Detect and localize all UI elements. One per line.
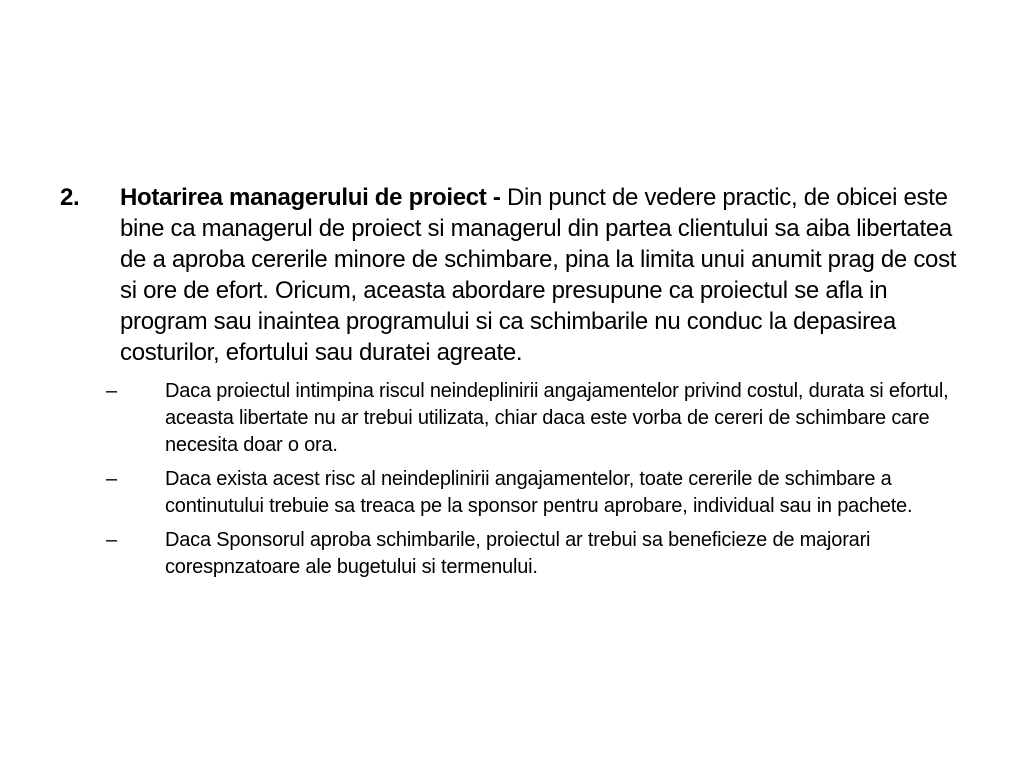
sub-item-text: Daca proiectul intimpina riscul neindeplinirii angajamentelor privind costul, durata si efortul, aceasta libertate nu ar trebui utilizata, chiar daca este vorba de cereri de schimbare care necesita doar o ora. [165,380,949,456]
item-heading: Hotarirea managerului de proiect - [120,184,501,211]
sub-item-text: Daca Sponsorul aproba schimbarile, proiectul ar trebui sa beneficieze de majorari corespnzatoare ale bugetului si termenului. [165,529,871,578]
sub-item-dash: – [106,529,117,551]
sub-list [60,378,965,581]
slide-content [60,182,965,588]
sub-item [60,378,965,459]
item-number: 2. [60,184,80,211]
item-text [120,182,965,368]
sub-item-dash: – [106,380,117,402]
sub-item [60,527,965,581]
sub-item-dash: – [106,468,117,490]
sub-item [60,466,965,520]
item-body: Din punct de vedere practic, de obicei este bine ca managerul de proiect si managerul din partea clientului sa aiba libertatea de a aproba cererile minore de schimbare, pina la limita unui anumit prag de cost si ore de efort. Oricum, aceasta abordare presupune ca proiectul se afla in program sau inaintea programului si ca schimbarile nu conduc la depasirea costurilor, efortului sau duratei agreate. [120,184,957,366]
sub-item-text: Daca exista acest risc al neindeplinirii angajamentelor, toate cererile de schimbare a continutului trebuie sa treaca pe la sponsor pentru aprobare, individual sau in pachete. [165,468,913,517]
numbered-item [60,182,965,368]
